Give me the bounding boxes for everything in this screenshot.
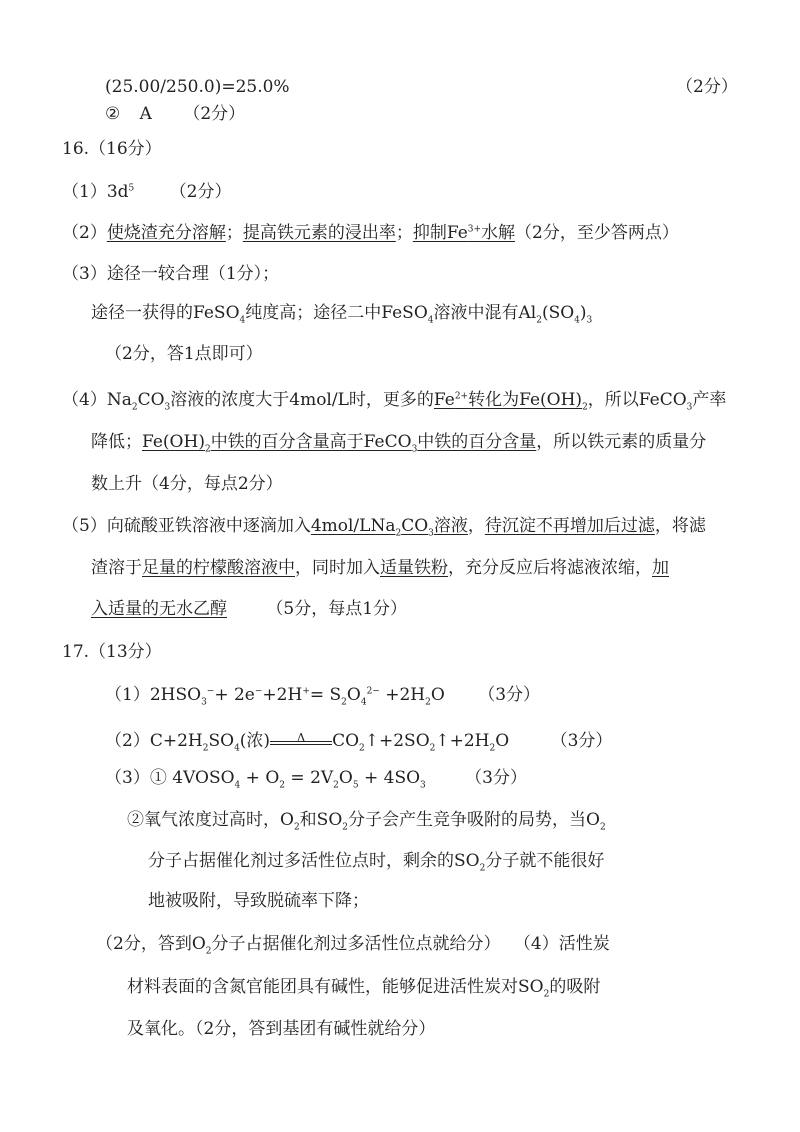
- span: Fe(OH): [142, 432, 205, 452]
- sub: 4: [574, 315, 580, 326]
- span: SO: [208, 731, 235, 751]
- q17-p3-num: （3）: [105, 768, 150, 788]
- sub: 4: [234, 780, 241, 791]
- sup: +: [302, 686, 310, 697]
- sub: 3: [428, 528, 434, 539]
- q16-p1-sup: 5: [128, 183, 135, 194]
- q17-part3-c2-line3: 地被吸附，导致脱硫率下降；: [148, 891, 369, 911]
- span: 4VOSO: [166, 768, 235, 788]
- q16-p1-score: （2分）: [169, 182, 232, 202]
- sub: 4: [234, 743, 240, 754]
- q16-p3-b5: ): [579, 303, 587, 323]
- span: （2分，答到O: [96, 934, 206, 954]
- q17-part2: [105, 730, 612, 752]
- span: 4mol/LNa: [310, 516, 396, 536]
- q17-part4-line3: 及氧化。（2分，答到基团有碱性就给分）: [127, 1019, 436, 1039]
- span: = S: [309, 685, 342, 705]
- calc-text: (25.00/250.0)=25.0%: [105, 77, 290, 97]
- q16-p4-num: （4）: [62, 390, 107, 410]
- calc-line: [105, 76, 290, 98]
- q16-part5-line3: [91, 598, 407, 620]
- q16-p2-num: （2）: [62, 223, 107, 243]
- item2-line: [105, 103, 245, 125]
- q16-part5-line2: [91, 557, 669, 579]
- span: 分子占据催化剂过多活性位点时，剩余的SO: [148, 851, 480, 871]
- q17-p3-score: （3分）: [465, 768, 527, 788]
- q16-p2-sep1: ；: [225, 223, 243, 243]
- span: 分子会产生竞争吸附的局势，当O: [348, 810, 600, 830]
- q16-p2-point2: 提高铁元素的浸出率: [242, 223, 396, 243]
- span: 中铁的百分含量高于FeCO: [210, 432, 412, 452]
- span: 和SO: [299, 810, 343, 830]
- q17-part3-c2-line2: [148, 850, 604, 872]
- sub: 2: [543, 989, 550, 1000]
- span: Fe: [433, 390, 455, 410]
- q16-p5-point5a: 加: [652, 558, 669, 578]
- span: O: [346, 685, 361, 705]
- q17-header: 17.（13分）: [62, 642, 162, 662]
- q16-p2-point3-a: 抑制Fe: [412, 223, 468, 243]
- q16-p3-score: （2分，答1点即可）: [105, 344, 263, 364]
- q17-part3-eq: [105, 767, 527, 789]
- sub: 4: [360, 697, 367, 708]
- q16-part4-line3: 数上升（4分，每点2分）: [91, 474, 283, 494]
- q16-p5-point4: 适量铁粉: [380, 558, 448, 578]
- span: ，充分反应后将滤液浓缩，: [448, 558, 652, 578]
- sup: 2−: [366, 686, 380, 697]
- span: +2H: [262, 685, 303, 705]
- span: CO: [137, 390, 165, 410]
- span: Na: [106, 390, 132, 410]
- sub: 2: [279, 780, 286, 791]
- span: CO: [332, 731, 360, 751]
- sub: 4: [239, 315, 246, 326]
- sub: 2: [536, 315, 542, 326]
- sub: 3: [420, 780, 426, 791]
- sub: 2: [342, 822, 348, 833]
- q17-p4-num: （4）: [513, 934, 559, 954]
- q16-part3: [62, 263, 279, 285]
- sub: 2: [582, 402, 588, 413]
- span: 渣溶于: [91, 558, 142, 578]
- q16-p2-score: （2分，至少答两点）: [515, 223, 679, 243]
- q16-p2-point1: 使烧渣充分溶解: [106, 223, 226, 243]
- span: ↑+2H: [435, 731, 490, 751]
- q16-part5-line1: [62, 515, 706, 537]
- q16-p3-b4: (SO: [541, 303, 575, 323]
- span: 活性炭: [558, 934, 610, 954]
- span: 分子占据催化剂过多活性位点就给分）: [211, 934, 501, 954]
- span: 向硫酸亚铁溶液中逐滴加入: [106, 516, 311, 536]
- span: ②氧气浓度过高时，O: [127, 810, 294, 830]
- q16-p5-point3: 足量的柠檬酸溶液中: [142, 558, 295, 578]
- sub: 2: [599, 822, 606, 833]
- q16-p1-num: （1）: [62, 182, 107, 202]
- sub: 2: [205, 946, 212, 957]
- q16-p5-point2: 待沉淀不再增加后过滤: [484, 516, 655, 536]
- q17-part3-c2-line1: [127, 809, 606, 831]
- span: + O: [240, 768, 280, 788]
- sub: 5: [352, 780, 359, 791]
- q16-p5-point5b: 入适量的无水乙醇: [91, 599, 227, 619]
- span: 的吸附: [549, 977, 601, 997]
- span: = 2V: [285, 768, 334, 788]
- sub: 2: [341, 697, 347, 708]
- sub: 3: [586, 315, 593, 326]
- sub: 2: [204, 444, 211, 455]
- span: ，同时加入: [295, 558, 380, 578]
- q16-p3-answer: 途径一较合理（1分）；: [106, 264, 280, 284]
- span: ↑+2SO: [364, 731, 430, 751]
- span: ，: [467, 516, 485, 536]
- sup: −: [254, 686, 263, 697]
- span: 溶液的浓度大于4mol/L时，更多的: [170, 390, 434, 410]
- item2-score: （2分）: [183, 104, 246, 124]
- sub: 3: [411, 444, 418, 455]
- span: (浓): [239, 731, 271, 751]
- span: C+2H: [149, 731, 203, 751]
- span: +2H: [385, 685, 426, 705]
- sub: 2: [131, 402, 138, 413]
- span: 产率: [692, 390, 727, 410]
- span: + 2e: [214, 685, 255, 705]
- q16-p4-point1: [433, 390, 588, 413]
- heat-line: [270, 741, 332, 742]
- span: ，所以铁元素的质量分: [536, 432, 707, 452]
- span: 转化为Fe(OH): [468, 390, 583, 410]
- span: 降低；: [91, 432, 142, 452]
- sub: 2: [395, 528, 402, 539]
- span: 溶液: [433, 516, 468, 536]
- sub: 3: [201, 697, 207, 708]
- sub: 3: [686, 402, 693, 413]
- sub: 2: [293, 822, 300, 833]
- q16-p2-sep2: ；: [395, 223, 413, 243]
- span: ，所以FeCO: [587, 390, 687, 410]
- q17-p2-score: （3分）: [550, 731, 613, 751]
- span: 中铁的百分含量: [417, 432, 537, 452]
- heat-line: [270, 744, 332, 745]
- sub: 2: [429, 743, 436, 754]
- q16-p4-point2: [142, 432, 537, 455]
- span: CO: [401, 516, 429, 536]
- q16-p3-b2: 纯度高；途径二中FeSO: [245, 303, 428, 323]
- q16-p3-b1: 途径一获得的FeSO: [91, 303, 240, 323]
- q17-part1: [105, 684, 540, 706]
- q16-part4-line1: [62, 389, 726, 411]
- sub: 2: [489, 743, 496, 754]
- span: ，将滤: [654, 516, 706, 536]
- sub: 3: [164, 402, 171, 413]
- q16-p5-point1: [310, 516, 468, 539]
- sub: 2: [202, 743, 209, 754]
- q17-p1-num: （1）: [105, 685, 150, 705]
- span: O: [338, 768, 353, 788]
- heat-symbol: Δ: [296, 730, 306, 745]
- span: O: [495, 731, 510, 751]
- span: 分子就不能很好: [485, 851, 605, 871]
- span: + 4SO: [358, 768, 421, 788]
- q17-part4-line2: [127, 976, 600, 998]
- sub: 2: [333, 780, 339, 791]
- sup: −: [206, 686, 215, 697]
- sup: 2+: [454, 391, 469, 402]
- q17-part3-c2-score-line: [96, 933, 610, 955]
- sub: 2: [425, 697, 431, 708]
- q16-p5-score: （5分，每点1分）: [266, 599, 408, 619]
- span: 材料表面的含氮官能团具有碱性，能够促进活性炭对SO: [127, 977, 544, 997]
- heat-arrow: [270, 730, 332, 751]
- item2-answer: A: [139, 104, 152, 124]
- q16-part3-reason: [91, 302, 592, 324]
- q16-p2-point3: [413, 223, 515, 243]
- sub: 4: [427, 315, 434, 326]
- q16-p2-point3-sup: 3+: [467, 224, 482, 235]
- sub: 2: [479, 863, 486, 874]
- q16-part1: [62, 181, 232, 203]
- sub: 2: [359, 743, 365, 754]
- q16-p3-b3: 溶液中混有Al: [433, 303, 537, 323]
- q16-p2-point3-b: 水解: [481, 223, 516, 243]
- q16-header: 16.（16分）: [62, 139, 162, 159]
- q16-p5-num: （5）: [62, 516, 107, 536]
- span: 2HSO: [149, 685, 202, 705]
- q16-part2: [62, 222, 679, 244]
- q16-part4-line2: [91, 431, 706, 453]
- q17-p2-num: （2）: [105, 731, 150, 751]
- q16-p1-config: 3d: [106, 182, 129, 202]
- calc-score: （2分）: [676, 77, 738, 97]
- item2-num: ②: [105, 104, 121, 124]
- q17-p1-score: （3分）: [478, 685, 541, 705]
- q16-p3-num: （3）: [62, 264, 107, 284]
- span: O: [430, 685, 445, 705]
- q17-p3-c1: ①: [149, 768, 167, 788]
